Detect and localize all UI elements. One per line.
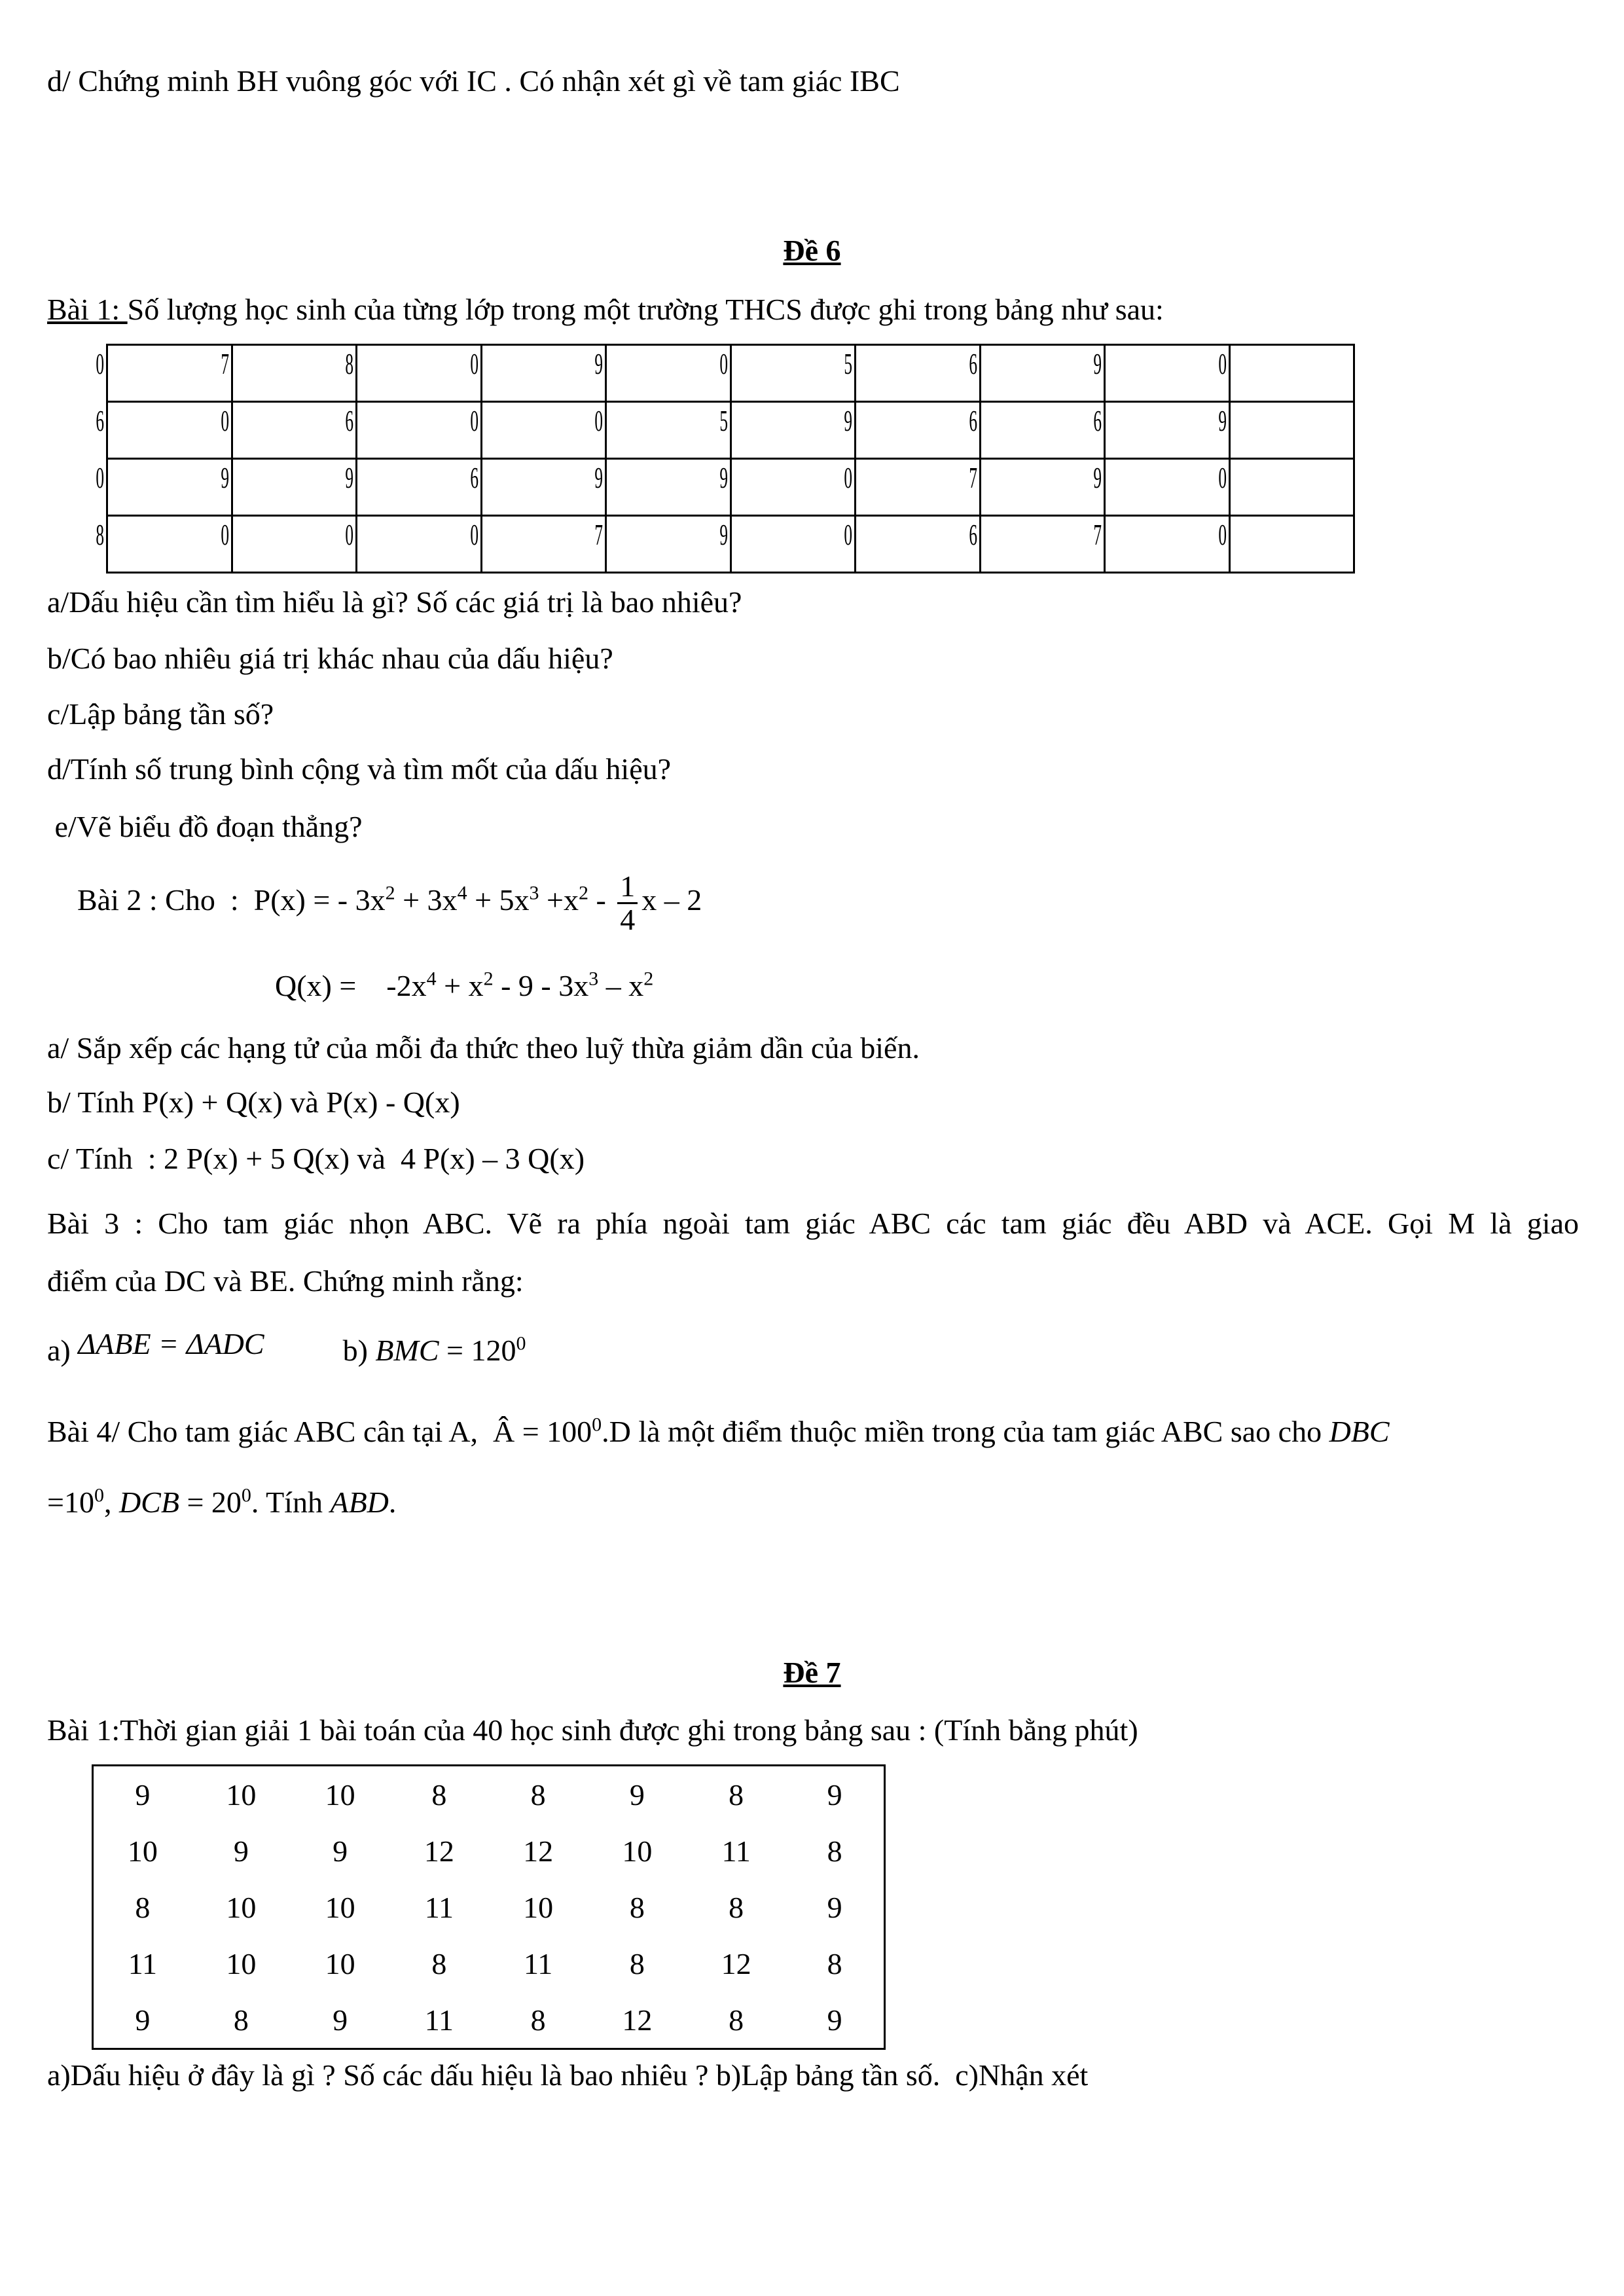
cell-value: 0 [469,404,478,437]
table-cell [469,402,606,459]
p-text: + 3x [395,883,458,917]
cell-value: 9 [1093,347,1102,380]
degree: 0 [516,1332,526,1355]
table-cell [489,1992,588,2049]
table-cell [1093,459,1230,516]
cell-value: 12 [523,1834,554,1868]
table-cell [968,516,1105,573]
table-cell [1218,516,1354,573]
cell-value: 6 [1093,404,1102,437]
cell-value: 10 [325,1777,355,1812]
cell-value: 10 [523,1890,554,1924]
bai2-q-b: b/ Tính P(x) + Q(x) và P(x) - Q(x) [47,1085,460,1119]
cell-value: 6 [469,461,478,494]
table-cell [719,402,856,459]
cell-value: 10 [622,1834,653,1868]
table-cell [588,1766,687,1823]
cell-value: 8 [530,2003,546,2037]
table-cell [785,1879,884,1935]
cell-value: 0 [1218,518,1227,551]
cell-value: 6 [345,404,354,437]
exp: 2 [578,882,588,904]
cell-value: 0 [844,461,853,494]
exp: 2 [483,968,494,990]
table-cell [220,402,357,459]
table-cell [687,1823,785,1879]
bai4-text: . Tính [251,1485,331,1519]
cell-value: 9 [135,2003,151,2037]
de7-data-table [92,1764,886,2050]
exp: 3 [588,968,599,990]
angle: DCB [118,1485,179,1519]
cell-value: 6 [968,518,977,551]
table-cell [93,1935,192,1992]
bai2-q-c: c/ Tính : 2 P(x) + 5 Q(x) và 4 P(x) – 3 Q(x) [47,1142,585,1175]
bai1-text: Số lượng học sinh của từng lớp trong một trường THCS được ghi trong bảng như sau: [127,293,1164,326]
de6-bai1 [47,291,1164,328]
bai4-text: =10 [47,1485,94,1519]
de6-q-c: c/Lập bảng tần số? [47,697,274,731]
bai2-q-a: a/ Sắp xếp các hạng tử của mỗi đa thức theo luỹ thừa giảm dần của biến. [47,1031,920,1065]
cell-value: 8 [431,1777,447,1812]
cell-value: 0 [1218,347,1227,380]
table-cell [588,1823,687,1879]
table-row [93,1879,885,1935]
cell-value: 9 [719,518,728,551]
cell-value: 12 [424,1834,454,1868]
de6-q-e: e/Vẽ biểu đồ đoạn thẳng? [47,810,363,843]
cell-value: 9 [135,1777,151,1812]
table-cell [192,1935,291,1992]
table-cell [719,459,856,516]
bai3-line2: điểm của DC và BE. Chứng minh rằng: [47,1264,524,1298]
table-cell [785,1823,884,1879]
cell-value: 10 [325,1946,355,1980]
table-cell [291,1935,389,1992]
table-cell [687,1935,785,1992]
table-cell [469,516,606,573]
table-row [107,345,1354,402]
cell-value: 7 [220,347,229,380]
cell-value: 0 [220,518,229,551]
cell-value: 0 [844,518,853,551]
table-cell [291,1992,389,2049]
table-row [107,402,1354,459]
table-cell [96,516,232,573]
cell-value: 11 [523,1946,553,1980]
cell-value: 7 [968,461,977,494]
table-cell [489,1766,588,1823]
table-cell [469,345,606,402]
cell-value: 6 [96,404,105,437]
table-cell [844,345,981,402]
table-cell [844,459,981,516]
table-cell [489,1879,588,1935]
degree: 0 [241,1484,251,1506]
table-cell [345,402,482,459]
table-cell [687,1766,785,1823]
de6-q-a: a/Dấu hiệu cần tìm hiểu là gì? Số các giá trị là bao nhiêu? [47,585,742,619]
table-cell [469,459,606,516]
cell-value: 8 [729,2003,744,2037]
table-cell [192,1766,291,1823]
cell-value: 12 [622,2003,653,2037]
p-text: Bài 2 : Cho : P(x) = - 3x [77,883,386,917]
table-cell [489,1935,588,1992]
cell-value: 10 [226,1890,257,1924]
p-text: - [588,883,614,917]
table-cell [389,1992,488,2049]
table-cell [220,345,357,402]
table-cell [1093,516,1230,573]
cell-value: 8 [233,2003,249,2037]
cell-value: 0 [469,347,478,380]
bai4-text: , [103,1485,119,1519]
cell-value: 12 [721,1946,751,1980]
cell-value: 9 [719,461,728,494]
exp: 4 [457,882,467,904]
table-cell [594,516,731,573]
table-cell [291,1766,389,1823]
table-row [93,1992,885,2049]
table-cell [785,1935,884,1992]
table-cell [968,345,1105,402]
de7-bai1: Bài 1:Thời gian giải 1 bài toán của 40 học sinh được ghi trong bảng sau : (Tính bằng phút) [47,1713,1138,1747]
table-cell [389,1935,488,1992]
table-cell [968,402,1105,459]
cell-value: 6 [968,404,977,437]
bai4-text: .D là một điểm thuộc miền trong của tam giác ABC sao cho [602,1415,1329,1448]
cell-value: 9 [844,404,853,437]
cell-value: 8 [96,518,105,551]
table-cell [192,1992,291,2049]
exp: 4 [426,968,437,990]
de7-title: Đề 7 [783,1656,841,1689]
numerator: 1 [617,871,638,904]
part-a-expr: ΔABE = ΔADC [78,1327,264,1360]
table-cell [345,516,482,573]
cell-value: 0 [1218,461,1227,494]
table-cell [220,516,357,573]
table-cell [588,1992,687,2049]
table-cell [389,1766,488,1823]
cell-value: 0 [96,461,105,494]
cell-value: 8 [827,1946,842,1980]
table-cell [594,345,731,402]
bai4-line1 [47,1413,1390,1450]
bai1-label: Bài 1: [47,293,128,326]
cell-value: 7 [1093,518,1102,551]
exp: 2 [643,968,654,990]
table-cell [1093,345,1230,402]
cell-value: 10 [226,1777,257,1812]
p-text: + 5x [467,883,530,917]
table-cell [844,516,981,573]
bai4-text: = 20 [179,1485,242,1519]
cell-value: 8 [629,1890,645,1924]
cell-value: 9 [233,1834,249,1868]
cell-value: 5 [844,347,853,380]
table-row [93,1823,885,1879]
de6-data-table [96,344,1355,574]
table-cell [1218,459,1354,516]
table-cell [489,1823,588,1879]
p-text: x – 2 [641,883,702,917]
cell-value: 9 [827,1890,842,1924]
table-cell [93,1879,192,1935]
table-cell [291,1879,389,1935]
cell-value: 11 [721,1834,751,1868]
table-cell [719,345,856,402]
bai2-p-formula [77,871,702,936]
angle: DBC [1329,1415,1390,1448]
cell-value: 9 [827,1777,842,1812]
cell-value: 7 [594,518,604,551]
bai4-text: Bài 4/ Cho tam giác ABC cân tại A, Â = 100 [47,1415,592,1448]
cell-value: 9 [345,461,354,494]
table-cell [1218,345,1354,402]
cell-value: 8 [629,1946,645,1980]
table-cell [588,1935,687,1992]
cell-value: 0 [719,347,728,380]
de7-questions: a)Dấu hiệu ở đây là gì ? Số các dấu hiệu là bao nhiêu ? b)Lập bảng tần số. c)Nhận xét [47,2058,1089,2092]
table-cell [96,345,232,402]
table-cell [389,1823,488,1879]
cell-value: 9 [827,2003,842,2037]
cell-value: 8 [729,1777,744,1812]
table-cell [93,1766,192,1823]
de6-title: Đề 6 [783,234,841,267]
cell-value: 0 [345,518,354,551]
bai3-line1: Bài 3 : Cho tam giác nhọn ABC. Vẽ ra phía ngoài tam giác ABC các tam giác đều ABD và ACE. Gọi M là giao [47,1207,1579,1240]
bai4-text: . [388,1485,397,1519]
denominator: 4 [620,903,636,936]
table-cell [93,1823,192,1879]
q-text: - 9 - 3x [493,969,589,1002]
prev-question-d: d/ Chứng minh BH vuông góc với IC . Có nhận xét gì về tam giác IBC [47,64,900,98]
de6-q-d: d/Tính số trung bình cộng và tìm mốt của dấu hiệu? [47,752,672,786]
table-row [107,459,1354,516]
cell-value: 0 [594,404,604,437]
cell-value: 9 [594,461,604,494]
part-b-label: b) [342,1334,376,1367]
cell-value: 8 [530,1777,546,1812]
cell-value: 9 [1093,461,1102,494]
cell-value: 8 [135,1890,151,1924]
p-text: +x [539,883,579,917]
angle: ABD [330,1485,389,1519]
cell-value: 8 [345,347,354,380]
table-cell [687,1992,785,2049]
cell-value: 10 [325,1890,355,1924]
cell-value: 9 [333,2003,348,2037]
q-text: + x [436,969,484,1002]
table-cell [687,1879,785,1935]
cell-value: 8 [431,1946,447,1980]
table-row [93,1766,885,1823]
bai4-line2 [47,1484,396,1521]
table-cell [345,459,482,516]
cell-value: 11 [128,1946,158,1980]
degree: 0 [592,1413,602,1436]
part-a-label: a) [47,1334,79,1367]
table-cell [844,402,981,459]
cell-value: 8 [827,1834,842,1868]
de6-q-b: b/Có bao nhiêu giá trị khác nhau của dấu hiệu? [47,642,613,675]
table-cell [96,402,232,459]
table-cell [192,1879,291,1935]
table-cell [785,1766,884,1823]
cell-value: 9 [629,1777,645,1812]
table-cell [968,459,1105,516]
cell-value: 5 [719,404,728,437]
exp: 2 [385,882,395,904]
part-b-eq: = 120 [439,1334,516,1367]
cell-value: 11 [424,2003,454,2037]
table-cell [345,345,482,402]
cell-value: 10 [226,1946,257,1980]
table-cell [594,402,731,459]
cell-value: 9 [594,347,604,380]
table-row [93,1935,885,1992]
degree: 0 [94,1484,104,1506]
fraction [617,871,638,936]
cell-value: 11 [424,1890,454,1924]
cell-value: 9 [1218,404,1227,437]
table-cell [588,1879,687,1935]
table-cell [192,1823,291,1879]
cell-value: 0 [220,404,229,437]
table-row [107,516,1354,573]
bai3-parts [47,1327,526,1369]
cell-value: 8 [729,1890,744,1924]
table-cell [96,459,232,516]
bai2-q-formula [275,968,653,1004]
table-cell [220,459,357,516]
table-cell [594,459,731,516]
table-cell [93,1992,192,2049]
cell-value: 9 [220,461,229,494]
cell-value: 0 [96,347,105,380]
table-cell [1093,402,1230,459]
cell-value: 0 [469,518,478,551]
part-b-angle: BMC [375,1334,439,1367]
cell-value: 6 [968,347,977,380]
table-cell [785,1992,884,2049]
table-cell [719,516,856,573]
cell-value: 10 [127,1834,158,1868]
exp: 3 [529,882,539,904]
q-text: – x [598,969,644,1002]
table-cell [1218,402,1354,459]
cell-value: 9 [333,1834,348,1868]
q-text: Q(x) = -2x [275,969,427,1002]
table-cell [291,1823,389,1879]
table-cell [389,1879,488,1935]
